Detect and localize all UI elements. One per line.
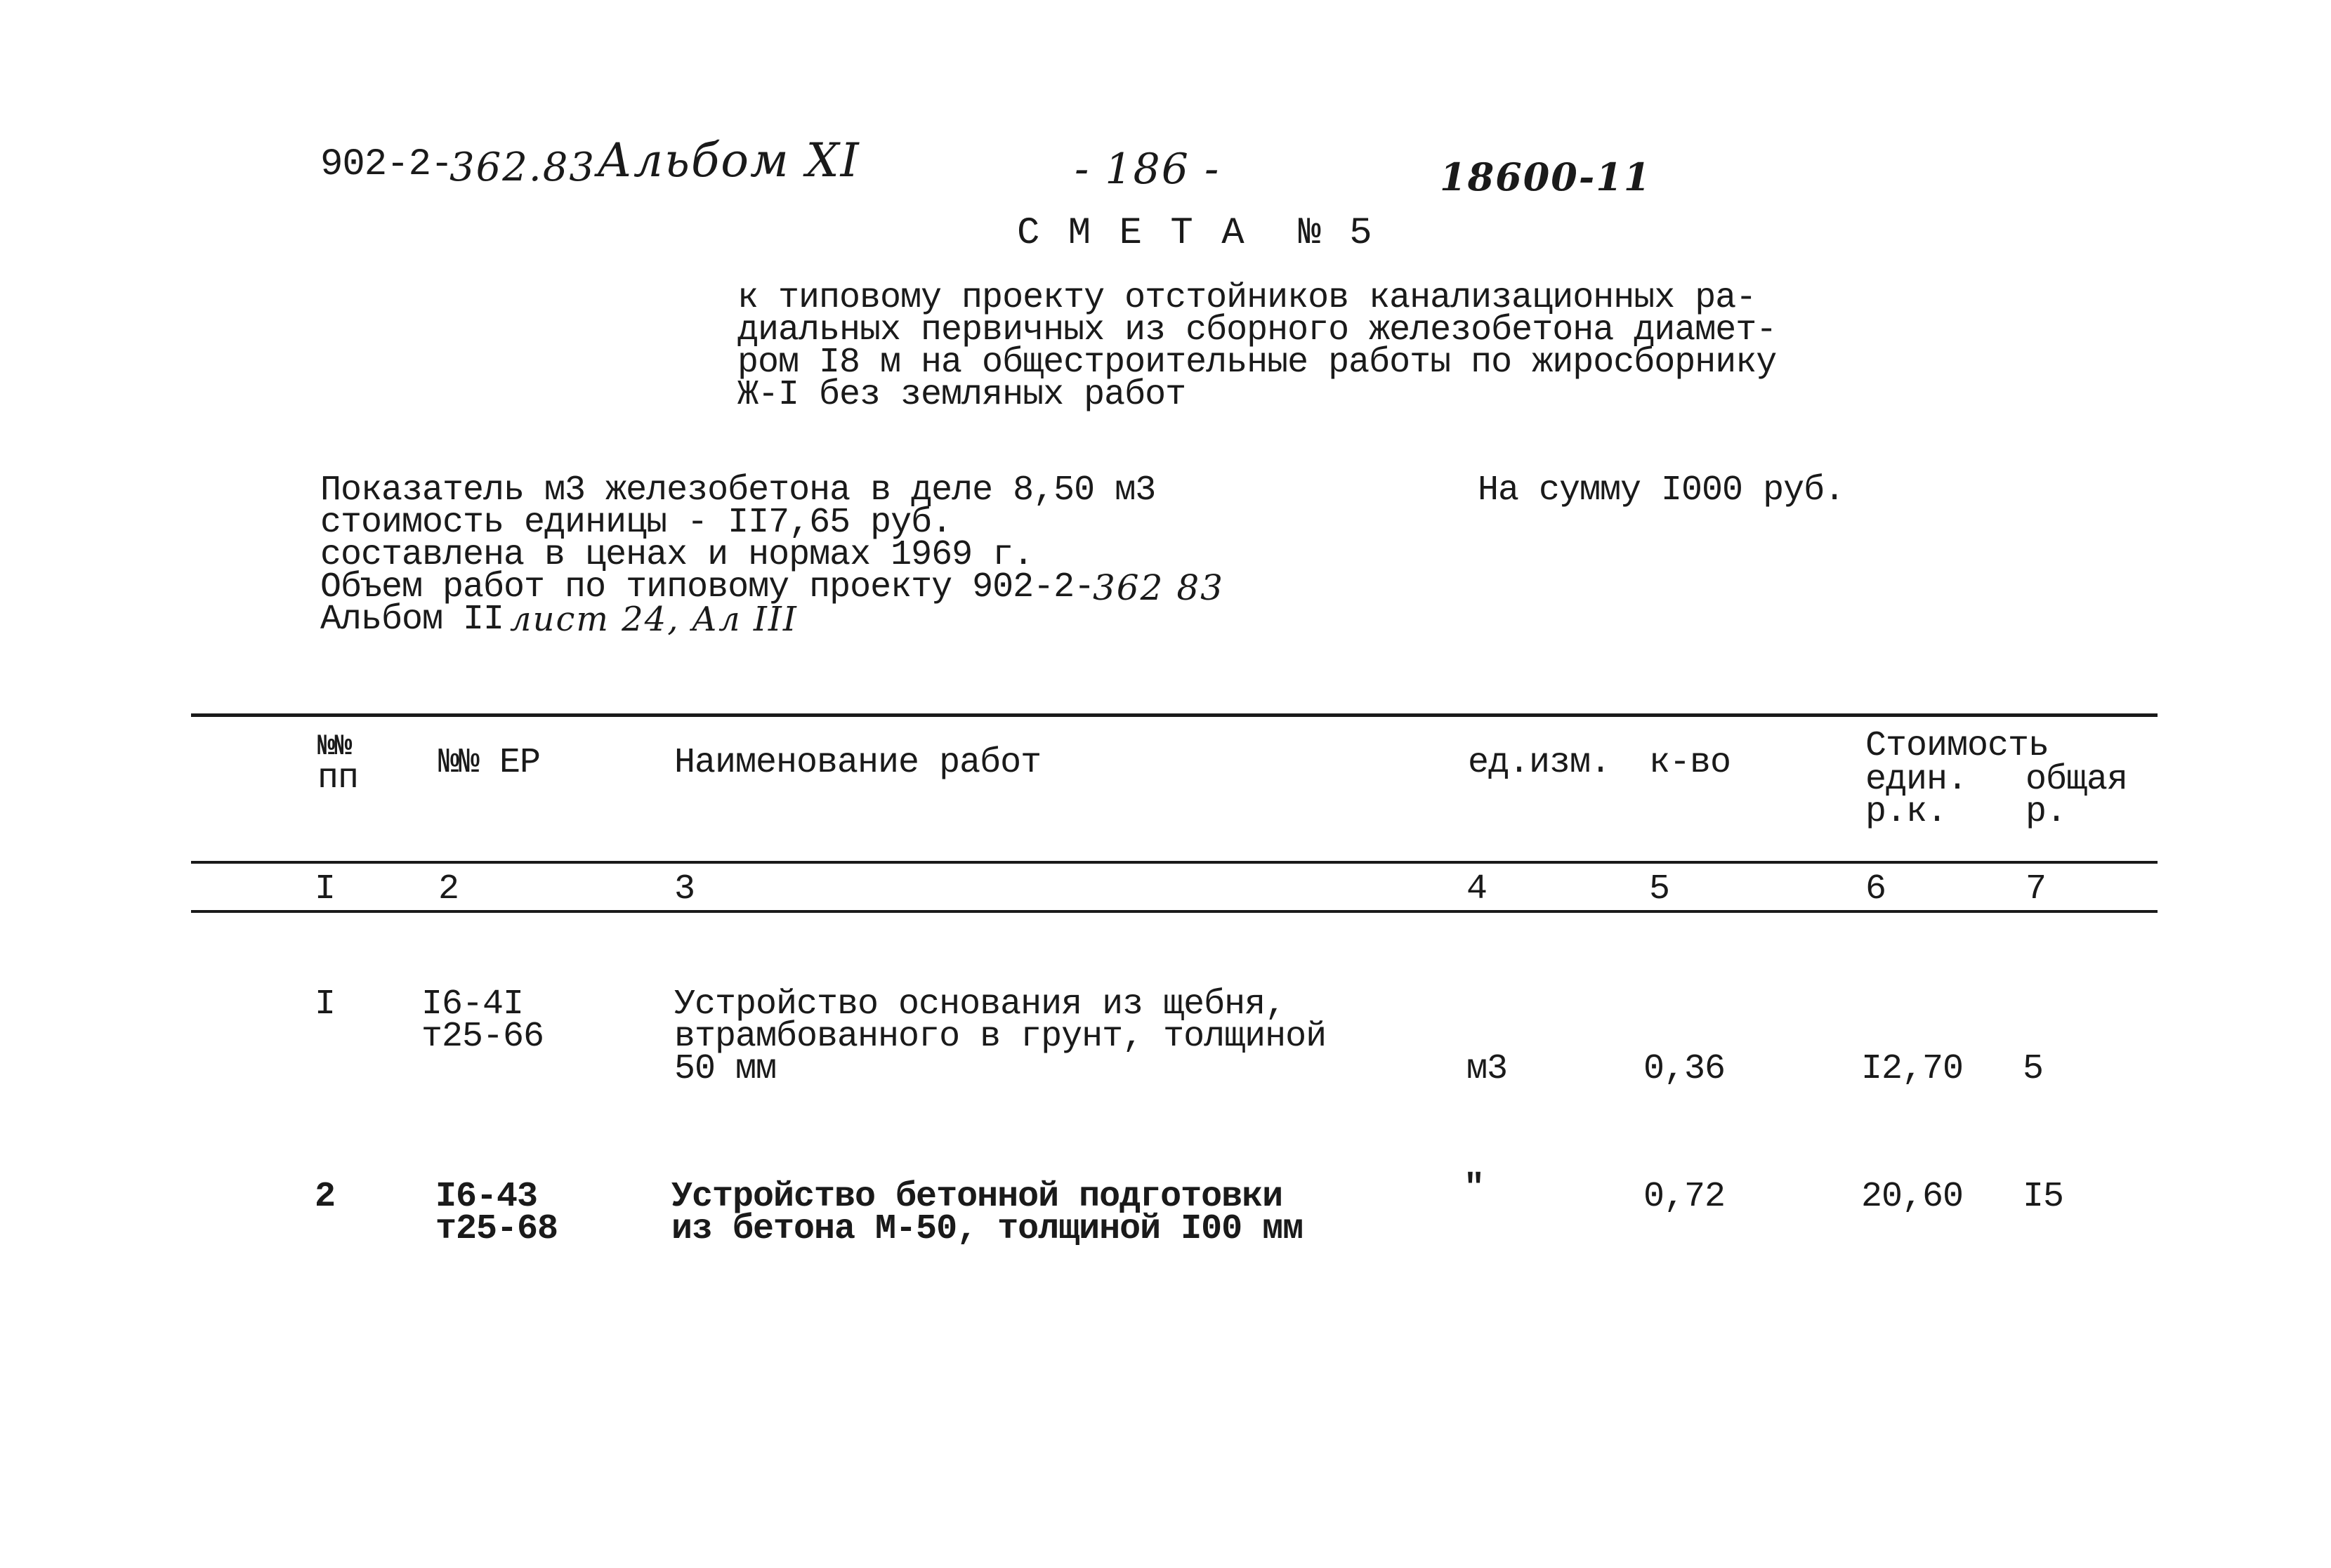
table-top-rule (191, 713, 2158, 717)
row-name-line: 50 мм (674, 1049, 777, 1089)
row-er: I6-43 (435, 1177, 538, 1217)
row-unit-ditto: " (1464, 1168, 1485, 1208)
header-cost: Стоимость (1865, 726, 2049, 766)
row-name-line: из бетона М-50, толщиной I00 мм (671, 1209, 1304, 1249)
row-unit-cost: 20,60 (1861, 1177, 1964, 1217)
header-total-r: р. (2025, 792, 2067, 832)
header-unit: ед.изм. (1468, 743, 1611, 783)
row-name-line: Устройство бетонной подготовки (671, 1177, 1283, 1217)
column-numbers-rule (191, 910, 2158, 913)
subtitle-line: ром I8 м на общестроительные работы по жиросборнику (737, 343, 1777, 383)
header-num-pp: пп (317, 758, 359, 798)
column-number: 5 (1649, 869, 1670, 909)
indicator-text: Показатель м3 железобетона в деле 8,50 м3 (320, 470, 1156, 510)
row-num: 2 (315, 1177, 336, 1217)
header-total: общая (2025, 760, 2128, 800)
row-er-table: т25-66 (421, 1017, 544, 1057)
row-name-line: Устройство основания из щебня, (674, 984, 1286, 1025)
header-name: Наименование работ (674, 743, 1042, 783)
header-qty: к-во (1649, 743, 1731, 783)
column-number: 4 (1466, 869, 1488, 909)
volume-handwritten: 362 83 (1093, 567, 1224, 608)
column-number: 2 (438, 869, 459, 909)
subtitle-line: диальных первичных из сборного железобетона диамет- (737, 310, 1777, 350)
row-name-line: втрамбованного в грунт, толщиной (674, 1017, 1327, 1057)
header-er: №№ ЕР (438, 743, 541, 783)
total-sum: На сумму I000 руб. (1478, 470, 1845, 510)
row-unit: м3 (1466, 1049, 1508, 1089)
page-number: - 186 - (1075, 145, 1221, 194)
column-number: 3 (674, 869, 695, 909)
row-total: I5 (2023, 1177, 2064, 1217)
header-unit-cost: един. (1865, 760, 1968, 800)
inventory-number: 18600-11 (1440, 154, 1652, 199)
column-number: I (315, 869, 336, 909)
unit-cost-text: стоимость единицы - II7,65 руб. (320, 503, 952, 543)
row-num: I (315, 984, 336, 1025)
row-qty: 0,72 (1643, 1177, 1726, 1217)
document-title: С М Е Т А № 5 (1017, 212, 1375, 255)
column-number: 7 (2025, 869, 2047, 909)
album-sheet-handwritten: лист 24, Ал III (510, 600, 798, 639)
header-unit-cost-rk: р.к. (1865, 792, 1948, 832)
project-code: 902-2- (320, 143, 453, 186)
row-er-table: т25-68 (435, 1209, 558, 1249)
header-num: №№ (317, 730, 352, 763)
subtitle-line: Ж-I без земляных работ (737, 375, 1186, 415)
volume-text: Объем работ по типовому проекту 902-2- (320, 567, 1095, 607)
header-bottom-rule (191, 861, 2158, 864)
project-code-handwritten: 362.83 (449, 145, 596, 190)
row-qty: 0,36 (1643, 1049, 1726, 1089)
subtitle-line: к типовому проекту отстойников канализационных ра- (737, 278, 1757, 318)
row-total: 5 (2023, 1049, 2044, 1089)
row-unit-cost: I2,70 (1861, 1049, 1964, 1089)
album-handwritten: Альбом XI (597, 133, 860, 187)
row-er: I6-4I (421, 984, 524, 1025)
prices-text: составлена в ценах и нормах 1969 г. (320, 535, 1034, 575)
album-text: Альбом II (320, 600, 504, 640)
column-number: 6 (1865, 869, 1886, 909)
